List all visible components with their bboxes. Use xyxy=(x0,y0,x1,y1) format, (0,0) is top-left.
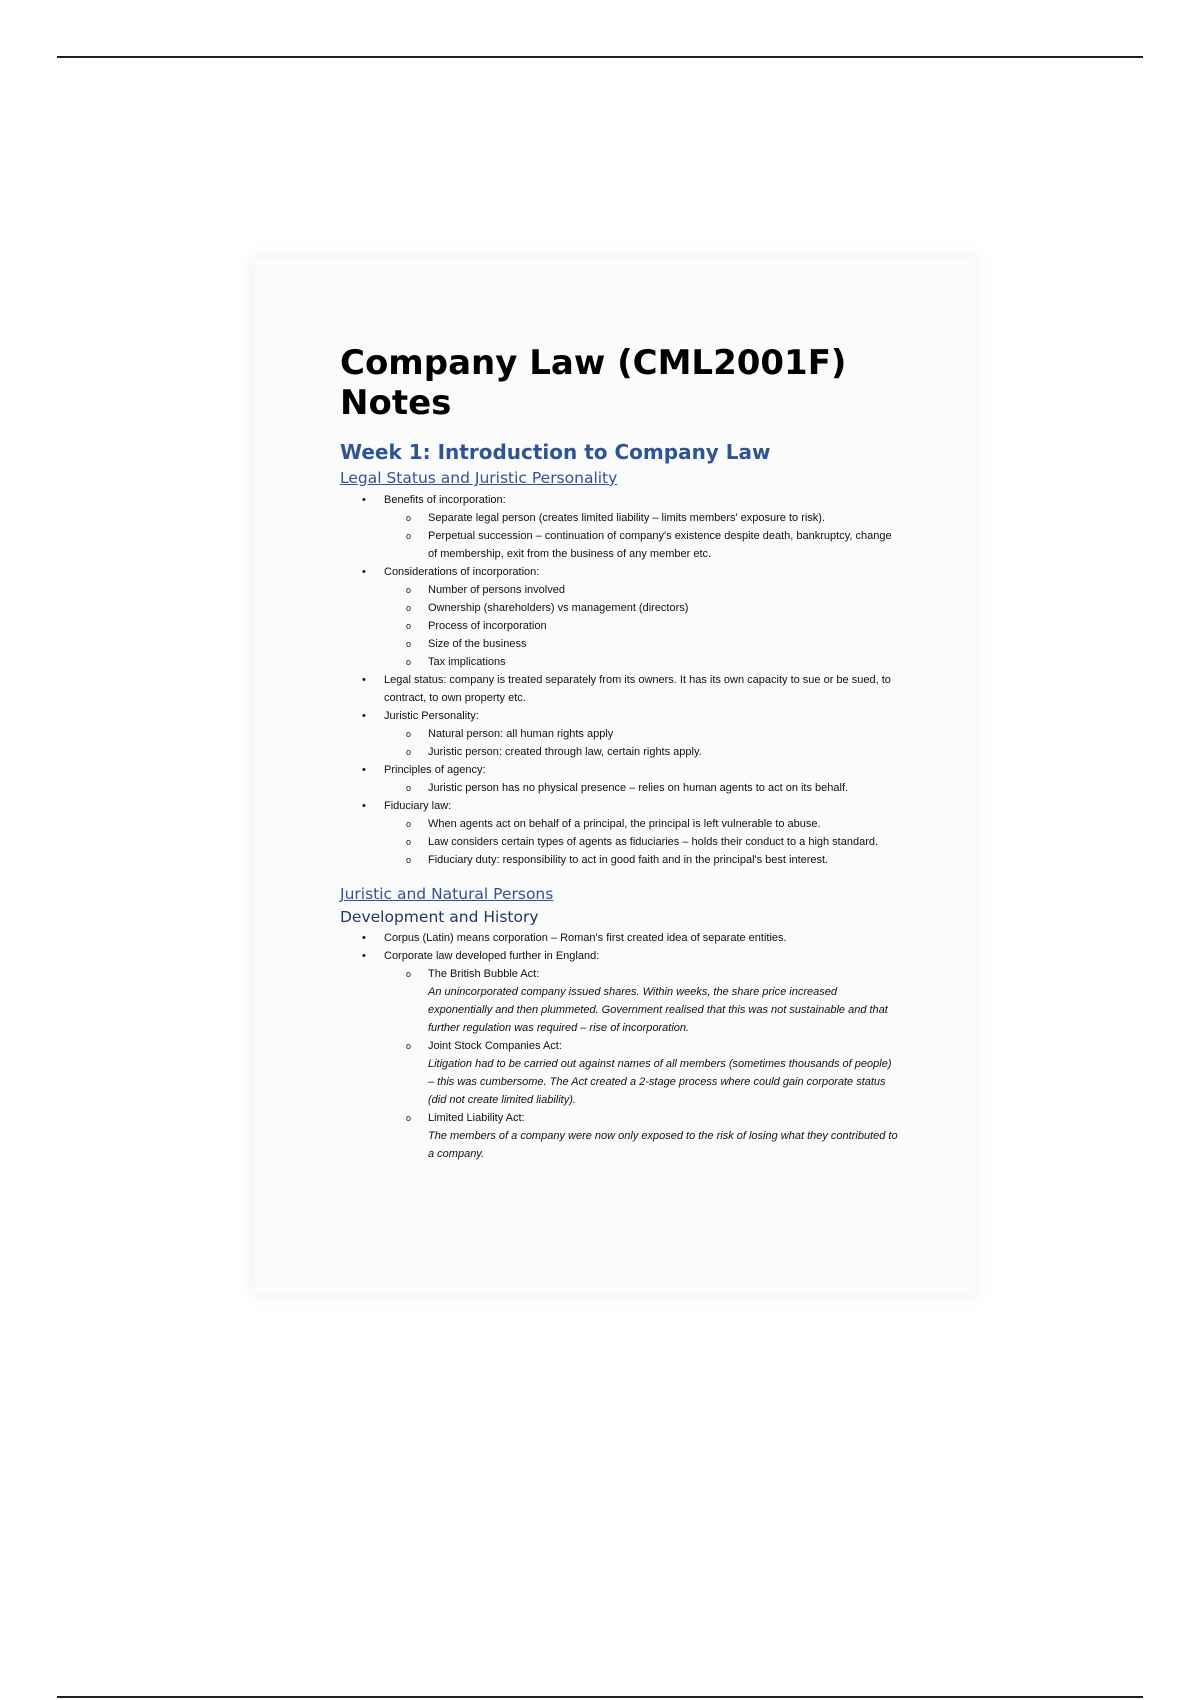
list-item-text: Principles of agency: xyxy=(384,764,486,776)
list-item-text: Fiduciary law: xyxy=(384,800,452,812)
sub-list-item: o Juristic person: created through law, certain rights apply. xyxy=(384,743,900,761)
act-note: An unincorporated company issued shares. Within weeks, the share price increased exponentially and then plummeted. Government realised that this was not sustainable and that further regulation was required – rise of incorporation. xyxy=(428,986,888,1034)
legal-status-list xyxy=(340,491,900,869)
title-line-1: Company Law (CML2001F) xyxy=(340,343,847,383)
document-content xyxy=(340,343,900,1163)
act-item xyxy=(384,965,900,1037)
history-list xyxy=(340,929,900,1163)
sub-list-item: o Separate legal person (creates limited liability – limits members' exposure to risk). xyxy=(384,509,900,527)
list-item xyxy=(340,947,900,1163)
sub-list xyxy=(384,581,900,671)
section-heading-legal-status: Legal Status and Juristic Personality xyxy=(340,469,618,487)
act-note: The members of a company were now only exposed to the risk of losing what they contributed to a company. xyxy=(428,1130,898,1160)
sub-list-item: o Ownership (shareholders) vs management (directors) xyxy=(384,599,900,617)
list-item-text: Legal status: company is treated separately from its owners. It has its own capacity to sue or be sued, to contract, to own property etc. xyxy=(384,674,891,704)
sub-list-item: o Natural person: all human rights apply xyxy=(384,725,900,743)
list-item xyxy=(340,929,900,947)
acts-list xyxy=(384,965,900,1163)
list-item-text: Considerations of incorporation: xyxy=(384,566,540,578)
sub-list-item: o Number of persons involved xyxy=(384,581,900,599)
act-item xyxy=(384,1037,900,1109)
act-name: Joint Stock Companies Act: xyxy=(428,1040,562,1052)
sub-list xyxy=(384,509,900,563)
list-item xyxy=(340,671,900,707)
sub-list-item: o Fiduciary duty: responsibility to act in good faith and in the principal's best interest. xyxy=(384,851,900,869)
document-title xyxy=(340,343,900,423)
bottom-rule xyxy=(57,1696,1143,1698)
act-note: Litigation had to be carried out against names of all members (sometimes thousands of people) – this was cumbersome. The Act created a 2-stage process where could gain corporate status (did not create limited liability). xyxy=(428,1058,892,1106)
list-item xyxy=(340,761,900,797)
list-item xyxy=(340,797,900,869)
sub-list-item: o When agents act on behalf of a principal, the principal is left vulnerable to abuse. xyxy=(384,815,900,833)
list-item-text: Corporate law developed further in England: xyxy=(384,950,600,962)
sub-list-item: o Tax implications xyxy=(384,653,900,671)
act-item xyxy=(384,1109,900,1163)
week1-heading: Week 1: Introduction to Company Law xyxy=(340,440,771,464)
sub-list-item: o Perpetual succession – continuation of company's existence despite death, bankruptcy, change of membership, exit from the business of any member etc. xyxy=(384,527,900,563)
list-item-text: Benefits of incorporation: xyxy=(384,494,506,506)
list-item xyxy=(340,707,900,761)
act-name: The British Bubble Act: xyxy=(428,968,540,980)
subheading-development-history: Development and History xyxy=(340,908,539,926)
act-name: Limited Liability Act: xyxy=(428,1112,525,1124)
sub-list xyxy=(384,815,900,869)
list-item-text: Corpus (Latin) means corporation – Roman's first created idea of separate entities. xyxy=(384,932,787,944)
sub-list-item: o Law considers certain types of agents as fiduciaries – holds their conduct to a high standard. xyxy=(384,833,900,851)
section-heading-juristic-natural: Juristic and Natural Persons xyxy=(340,885,554,903)
sub-list xyxy=(384,725,900,761)
list-item-text: Juristic Personality: xyxy=(384,710,479,722)
sub-list-item: o Juristic person has no physical presence – relies on human agents to act on its behalf. xyxy=(384,779,900,797)
sub-list xyxy=(384,779,900,797)
sub-list-item: o Size of the business xyxy=(384,635,900,653)
list-item xyxy=(340,491,900,563)
top-rule xyxy=(57,56,1143,58)
title-line-2: Notes xyxy=(340,383,452,423)
list-item xyxy=(340,563,900,671)
sub-list-item: o Process of incorporation xyxy=(384,617,900,635)
